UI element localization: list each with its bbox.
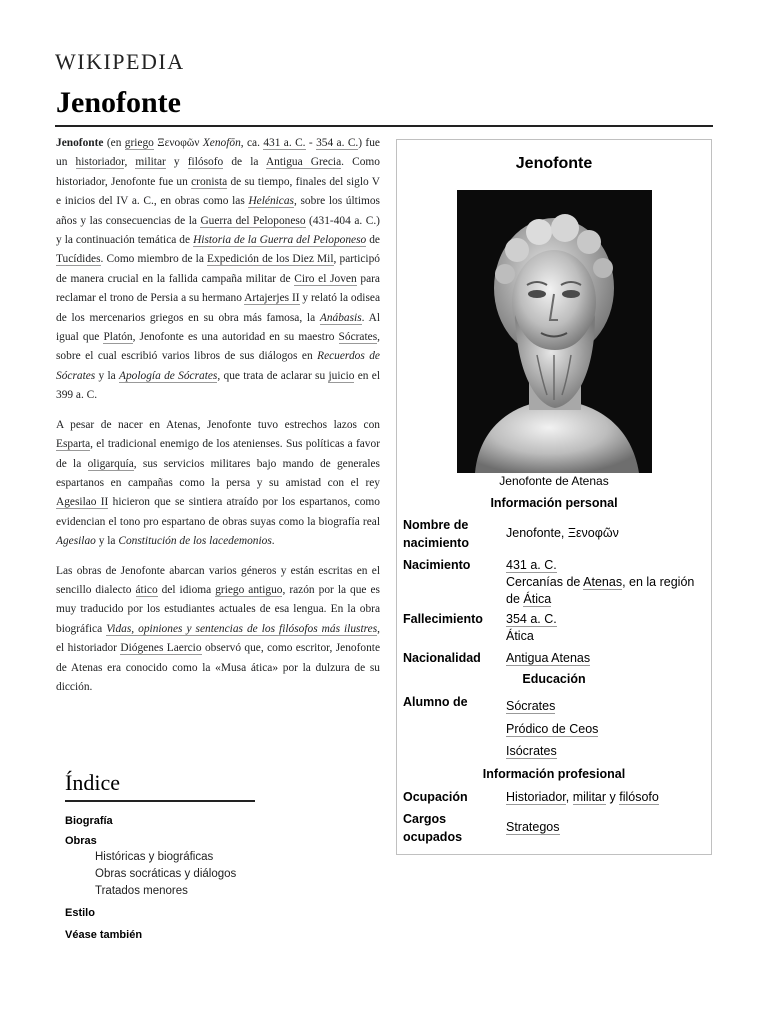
- link-socrates[interactable]: Sócrates: [338, 331, 378, 344]
- link-juicio[interactable]: juicio: [328, 369, 355, 382]
- toc-item-estilo[interactable]: Estilo: [65, 907, 95, 919]
- section-education: Educación: [522, 672, 586, 686]
- section-personal-info: Información personal: [490, 496, 618, 510]
- link-birth-date[interactable]: 431 a. C.: [506, 558, 557, 572]
- link-historia-guerra[interactable]: Historia de la Guerra del Peloponeso: [193, 234, 367, 247]
- toc-sub-socraticas[interactable]: Obras socráticas y diálogos: [95, 868, 237, 880]
- link-death-date[interactable]: 354 a. C.: [506, 612, 557, 626]
- link-griego[interactable]: griego: [124, 137, 154, 149]
- infobox-title: Jenofonte: [515, 155, 593, 172]
- label-positions: Cargos ocupados: [403, 812, 463, 844]
- page-title: Jenofonte: [56, 86, 181, 119]
- value-occupation: Historiador, militar y filósofo: [506, 790, 659, 804]
- link-tucidides[interactable]: Tucídides: [56, 253, 101, 266]
- article-body: [56, 134, 380, 707]
- link-atica[interactable]: Ática: [523, 592, 552, 606]
- link-filosofo[interactable]: filósofo: [187, 156, 224, 169]
- link-diogenes-laercio[interactable]: Diógenes Laercio: [120, 642, 202, 655]
- toc-item-vease-tambien[interactable]: Véase también: [65, 929, 143, 941]
- value-birth-name: Jenofonte, Ξενοφῶν: [506, 526, 619, 540]
- toc-item-obras[interactable]: Obras: [65, 835, 97, 847]
- link-occ-militar[interactable]: militar: [572, 790, 607, 804]
- link-griego-antiguo[interactable]: griego antiguo: [215, 583, 283, 596]
- value-positions: [506, 819, 560, 836]
- label-occupation: Ocupación: [403, 790, 468, 804]
- link-teacher-isocrates[interactable]: Isócrates: [506, 744, 557, 758]
- link-oligarquia[interactable]: oligarquía: [87, 457, 134, 470]
- link-birth-year[interactable]: 431 a. C.: [263, 137, 306, 149]
- value-birth: 431 a. C. Cercanías de Atenas, en la región de Ática: [506, 558, 695, 606]
- link-platon[interactable]: Platón: [103, 331, 133, 344]
- value-nationality: [506, 650, 590, 667]
- link-atenas[interactable]: Atenas: [583, 575, 623, 589]
- link-apologia-socrates[interactable]: Apología de Sócrates: [119, 369, 218, 382]
- link-occ-filosofo[interactable]: filósofo: [619, 790, 659, 804]
- link-antigua-atenas[interactable]: Antigua Atenas: [506, 651, 591, 665]
- label-death: Fallecimiento: [403, 612, 483, 626]
- label-birth-name: Nombre de nacimiento: [403, 518, 469, 550]
- link-death-year[interactable]: 354 a. C.: [316, 137, 359, 149]
- link-vidas-opiniones[interactable]: Vidas, opiniones y sentencias de los filósofos más ilustres: [106, 622, 378, 635]
- title-divider: [55, 125, 713, 127]
- link-strategos[interactable]: Strategos: [506, 820, 560, 834]
- toc-item-biografia[interactable]: Biografía: [65, 815, 113, 827]
- label-birth: Nacimiento: [403, 558, 471, 572]
- section-professional-info: Información profesional: [482, 767, 626, 781]
- link-helenicas[interactable]: Helénicas: [248, 195, 294, 208]
- link-artajerjes-ii[interactable]: Artajerjes II: [244, 292, 300, 305]
- link-agesilao-ii[interactable]: Agesilao II: [56, 496, 109, 509]
- link-guerra-peloponeso[interactable]: Guerra del Peloponeso: [200, 214, 306, 227]
- paragraph-intro: Jenofonte (en griego Ξενοφῶν Xenofōn, ca. 431 a. C. - 354 a. C.) fue un historiador, militar y filósofo de la Antigua Grecia. Como historiador, Jenofonte fue un cronista de su tiempo, finales del siglo V e inicios del IV a. C., en obras como las Helénicas, sobre los últimos años y las consecuencias de la Guerra del Peloponeso (431-404 a. C.) y la continuación temática de Historia de la Guerra del Peloponeso de Tucídides. Como miembro de la Expedición de los Diez Mil, participó de manera crucial en la fallida campaña militar de Ciro el Joven para reclamar el trono de Persia a su hermano Artajerjes II y relató la odisea de los mercenarios griegos en su obra más famosa, la Anábasis. Al igual que Platón, Jenofonte es una autoridad en su maestro Sócrates, sobre el cual escribió varios libros de sus diálogos en Recuerdos de Sócrates y la Apología de Sócrates, que trata de aclarar su juicio en el 399 a. C.: [56, 137, 381, 402]
- infobox: [396, 139, 712, 855]
- value-teachers: [506, 695, 598, 763]
- link-occ-historiador[interactable]: Historiador: [506, 790, 566, 804]
- link-expedicion-diez-mil[interactable]: Expedición de los Diez Mil: [207, 253, 334, 266]
- subject-name: Jenofonte: [56, 137, 104, 149]
- link-militar[interactable]: militar: [135, 156, 166, 169]
- label-student-of: Alumno de: [403, 695, 468, 709]
- toc-title: Índice: [65, 770, 255, 802]
- toc-sub-tratados[interactable]: Tratados menores: [95, 885, 188, 897]
- link-teacher-prodico[interactable]: Pródico de Ceos: [506, 721, 599, 736]
- portrait-bust-image[interactable]: [457, 190, 652, 473]
- image-caption: Jenofonte de Atenas: [499, 474, 609, 488]
- toc-sub-historicas[interactable]: Históricas y biográficas: [95, 851, 214, 863]
- link-atico[interactable]: ático: [135, 583, 158, 596]
- value-death: 354 a. C. Ática: [506, 612, 557, 643]
- paragraph-obras: Las obras de Jenofonte abarcan varios géneros y están escritas en el sencillo dialecto ático del idioma griego antiguo, razón por la que es muy traducido por los estudiantes actuales de esa lengua. En la obra biográfica Vidas, opiniones y sentencias de los filósofos más ilustres, el historiador Diógenes Laercio observó que, como escritor, Jenofonte de Atenas era conocido como la «Musa ática» por la dulzura de su dicción.: [56, 564, 380, 693]
- link-teacher-socrates[interactable]: Sócrates: [506, 699, 556, 713]
- table-of-contents: [65, 770, 255, 946]
- link-antigua-grecia[interactable]: Antigua Grecia: [265, 156, 342, 169]
- paragraph-esparta: A pesar de nacer en Atenas, Jenofonte tuvo estrechos lazos con Esparta, el tradicional enemigo de los atenienses. Sus políticas a favor de la oligarquía, sus servicios militares bajo mando de generales espartanos en campañas como la persa y su amistad con el rey Agesilao II hicieron que se sintiera atraído por los espartanos, como evidencian el tono pro espartano de obras suyas como la biografía real Agesilao y la Constitución de los lacedemonios.: [56, 418, 380, 548]
- link-esparta[interactable]: Esparta: [56, 438, 91, 451]
- link-anabasis[interactable]: Anábasis: [319, 311, 362, 324]
- link-ciro-el-joven[interactable]: Ciro el Joven: [294, 272, 357, 285]
- link-historiador[interactable]: historiador: [75, 156, 125, 169]
- label-nationality: Nacionalidad: [403, 651, 481, 665]
- wikipedia-logo[interactable]: WIKIPEDIA: [55, 49, 185, 74]
- link-cronista[interactable]: cronista: [191, 175, 228, 188]
